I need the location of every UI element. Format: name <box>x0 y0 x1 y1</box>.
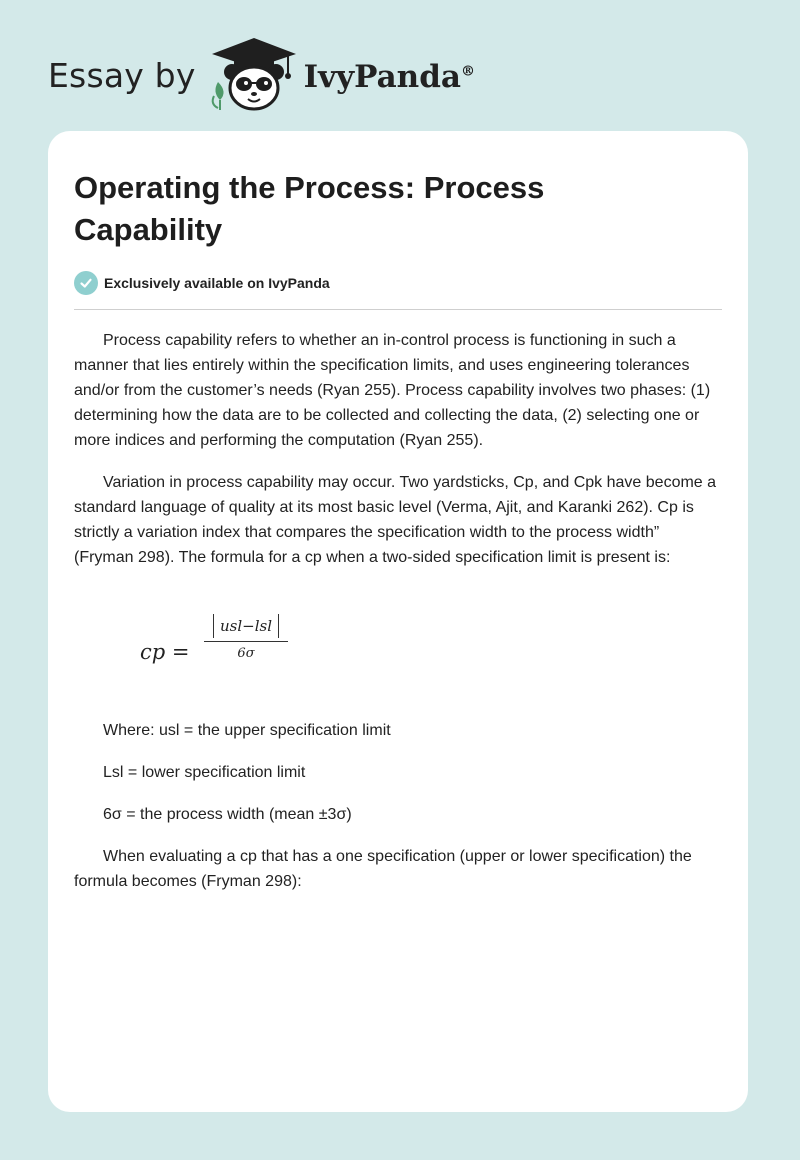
formula-fraction <box>204 614 288 661</box>
essay-card <box>48 131 748 1112</box>
badge-label: Exclusively available on IvyPanda <box>104 275 330 291</box>
brand-header[interactable] <box>48 34 475 114</box>
brand-name: IvyPanda® <box>303 59 475 95</box>
formula-lhs: cp = <box>140 640 190 664</box>
paragraph: Variation in process capability may occur. Two yardsticks, Cp, and Cpk have become a standard language of quality at its most basic level (Verma, Ajit, and Karanki 262). Cp is strictly a variation index that compares the specification width to the process width” (Fryman 298). The formula for a cp when a two-sided specification limit is present is: <box>74 474 717 566</box>
formula-numerator: usl−lsl <box>213 614 279 638</box>
definition-sigma: 6σ = the process width (mean ±3σ) <box>103 806 352 823</box>
fraction-bar <box>204 641 288 642</box>
paragraph: When evaluating a cp that has a one specification (upper or lower specification) the formula becomes (Fryman 298): <box>74 848 692 890</box>
essay-body <box>74 328 722 894</box>
brand-prefix: Essay by <box>48 55 196 95</box>
divider <box>74 309 722 310</box>
panda-logo-icon <box>208 34 300 114</box>
definition-lsl: Lsl = lower specification limit <box>103 764 306 781</box>
exclusive-badge <box>74 269 722 297</box>
formula-denominator: 6σ <box>237 646 255 661</box>
cp-formula <box>74 588 722 708</box>
essay-title: Operating the Process: Process Capability <box>74 170 545 247</box>
definition-usl: Where: usl = the upper specification limit <box>103 722 391 739</box>
paragraph: Process capability refers to whether an in-control process is functioning in such a manner that lies entirely within the specification limits, and uses engineering tolerances and/or from the customer’s needs (Ryan 255). Process capability involves two phases: (1) determining how the data are to be collected and collecting the data, (2) selecting one or more indices and performing the computation (Ryan 255). <box>74 332 711 449</box>
check-icon <box>74 271 98 295</box>
